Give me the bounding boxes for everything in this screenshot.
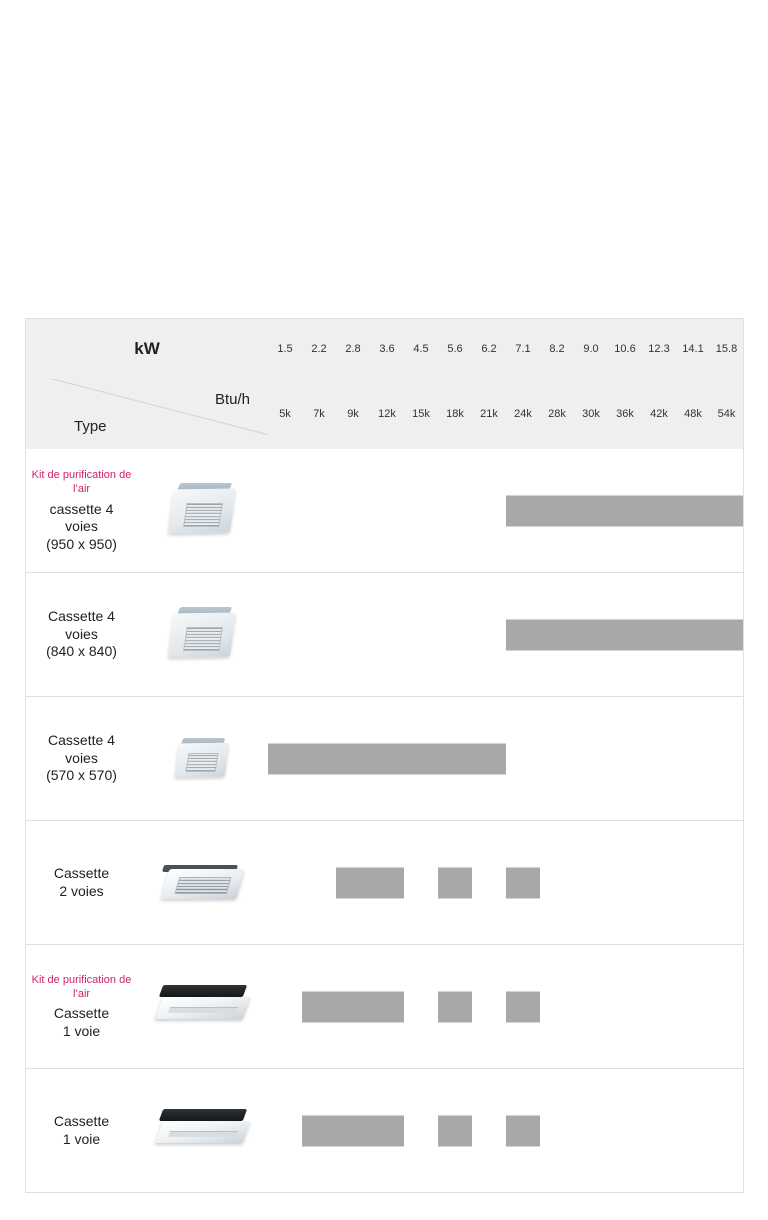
capacity-cell	[642, 697, 676, 821]
product-image-cell	[137, 1069, 268, 1193]
capacity-cell	[336, 697, 370, 821]
table-row	[26, 573, 743, 697]
capacity-bar-segment	[302, 1115, 337, 1146]
kw-value-header: 15.8	[710, 319, 743, 379]
btu-value-header: 24k	[506, 379, 540, 449]
capacity-cell	[676, 1069, 710, 1193]
product-name-cell	[26, 449, 137, 573]
capacity-bar-segment	[539, 619, 575, 650]
capacity-cell	[574, 697, 608, 821]
product-name-line: 2 voies	[59, 882, 104, 899]
kw-header-label: kW	[26, 319, 268, 379]
capacity-cell	[370, 697, 404, 821]
capacity-cell	[608, 821, 642, 945]
btu-value-header: 42k	[642, 379, 676, 449]
capacity-cell	[506, 821, 540, 945]
capacity-cell	[302, 1069, 336, 1193]
capacity-cell	[404, 821, 438, 945]
product-name-cell	[26, 1069, 137, 1193]
kw-value-header: 14.1	[676, 319, 710, 379]
capacity-bar-segment	[539, 495, 575, 526]
capacity-cell	[574, 945, 608, 1069]
capacity-cell	[710, 697, 743, 821]
capacity-cell	[336, 573, 370, 697]
product-name-line: (570 x 570)	[46, 767, 117, 784]
capacity-cell	[438, 449, 472, 573]
type-btuh-header	[26, 379, 268, 449]
btu-value-header: 28k	[540, 379, 574, 449]
capacity-cell	[642, 1069, 676, 1193]
capacity-cell	[710, 573, 743, 697]
product-name-line: cassette 4	[49, 500, 114, 517]
product-name-line: Cassette	[53, 1113, 110, 1129]
capacity-bar-segment	[369, 743, 405, 774]
capacity-bar-segment	[607, 495, 643, 526]
diagonal-divider	[26, 379, 268, 449]
kw-value-header: 10.6	[608, 319, 642, 379]
capacity-cell	[574, 573, 608, 697]
capacity-bar-segment	[506, 991, 540, 1022]
cassette-4-way-small-icon	[153, 723, 253, 795]
table-row	[26, 697, 743, 821]
capacity-cell	[506, 697, 540, 821]
kw-value-header: 4.5	[404, 319, 438, 379]
capacity-cell	[268, 945, 302, 1069]
cassette-1-way-icon	[153, 971, 253, 1043]
capacity-cell	[506, 945, 540, 1069]
cassette-4-way-icon	[153, 599, 253, 671]
btu-value-header: 18k	[438, 379, 472, 449]
capacity-bar-segment	[336, 867, 371, 898]
capacity-cell	[302, 821, 336, 945]
capacity-bar-segment	[709, 495, 743, 526]
kw-value-header: 3.6	[370, 319, 404, 379]
capacity-cell	[642, 821, 676, 945]
capacity-bar-segment	[301, 743, 337, 774]
capacity-cell	[336, 449, 370, 573]
table-row	[26, 1069, 743, 1193]
capacity-cell	[574, 821, 608, 945]
capacity-cell	[370, 821, 404, 945]
capacity-cell	[676, 573, 710, 697]
product-name-line: 1 voie	[62, 1022, 101, 1039]
capacity-bar-segment	[335, 1115, 371, 1146]
capacity-cell	[472, 573, 506, 697]
capacity-cell	[472, 945, 506, 1069]
capacity-cell	[540, 945, 574, 1069]
capacity-cell	[710, 945, 743, 1069]
capacity-cell	[438, 945, 472, 1069]
product-name-line: voies	[65, 749, 98, 766]
type-header-label: Type	[74, 418, 107, 435]
capacity-bar-segment	[641, 495, 677, 526]
btu-value-header: 30k	[574, 379, 608, 449]
product-name-line: Cassette	[53, 865, 110, 881]
table-row	[26, 821, 743, 945]
product-name-cell	[26, 945, 137, 1069]
product-image-cell	[137, 697, 268, 821]
product-name-line: voies	[65, 518, 98, 535]
capacity-cell	[608, 945, 642, 1069]
capacity-bar-segment	[302, 991, 337, 1022]
product-image-cell	[137, 945, 268, 1069]
capacity-cell	[404, 945, 438, 1069]
capacity-cell	[642, 573, 676, 697]
capacity-bar-segment	[506, 867, 540, 898]
capacity-bar-segment	[438, 867, 472, 898]
product-name-line: Cassette	[53, 1005, 110, 1022]
capacity-cell	[676, 945, 710, 1069]
capacity-cell	[302, 573, 336, 697]
product-name-line: (950 x 950)	[46, 535, 117, 552]
capacity-cell	[438, 697, 472, 821]
air-purification-kit-label: Kit de purification de l’air	[31, 973, 132, 1000]
capacity-bar-segment	[709, 619, 743, 650]
capacity-cell	[540, 697, 574, 821]
air-purification-kit-label: Kit de purification de l’air	[31, 468, 132, 496]
capacity-bar-segment	[335, 991, 371, 1022]
capacity-cell	[608, 697, 642, 821]
capacity-bar-segment	[369, 1115, 404, 1146]
capacity-cell	[336, 821, 370, 945]
capacity-cell	[676, 697, 710, 821]
capacity-cell	[302, 945, 336, 1069]
product-capacity-table	[25, 318, 744, 1193]
kw-value-header: 12.3	[642, 319, 676, 379]
capacity-cell	[404, 573, 438, 697]
kw-value-header: 2.2	[302, 319, 336, 379]
capacity-cell	[438, 1069, 472, 1193]
product-name-cell	[26, 821, 137, 945]
capacity-cell	[472, 1069, 506, 1193]
kw-value-header: 1.5	[268, 319, 302, 379]
capacity-bar-segment	[506, 1115, 540, 1146]
capacity-cell	[404, 449, 438, 573]
product-image-cell	[137, 449, 268, 573]
capacity-cell	[472, 821, 506, 945]
capacity-cell	[438, 573, 472, 697]
product-name-cell	[26, 697, 137, 821]
cassette-4-way-icon	[153, 475, 253, 547]
capacity-cell	[336, 1069, 370, 1193]
capacity-bar-segment	[403, 743, 439, 774]
capacity-bar-segment	[607, 619, 643, 650]
capacity-cell	[268, 821, 302, 945]
table-row	[26, 945, 743, 1069]
capacity-cell	[268, 697, 302, 821]
btuh-header-label: Btu/h	[214, 391, 250, 408]
capacity-bar-segment	[506, 495, 541, 526]
capacity-cell	[302, 697, 336, 821]
btu-value-header: 12k	[370, 379, 404, 449]
kw-value-header: 2.8	[336, 319, 370, 379]
kw-value-header: 5.6	[438, 319, 472, 379]
capacity-cell	[506, 573, 540, 697]
capacity-cell	[608, 1069, 642, 1193]
cassette-2-way-icon	[153, 847, 253, 919]
btu-value-header: 54k	[710, 379, 743, 449]
capacity-bar-segment	[573, 495, 609, 526]
product-name-line: Cassette 4	[48, 608, 115, 625]
capacity-cell	[540, 1069, 574, 1193]
product-name-line: 1 voie	[62, 1130, 101, 1147]
btu-value-header: 21k	[472, 379, 506, 449]
header-row-btuh	[26, 379, 743, 449]
capacity-bar-segment	[471, 743, 506, 774]
capacity-cell	[642, 945, 676, 1069]
capacity-cell	[710, 449, 743, 573]
product-name-line: (840 x 840)	[46, 643, 117, 660]
table-row	[26, 449, 743, 573]
product-name-line: Cassette 4	[48, 732, 115, 749]
product-name-line: voies	[65, 625, 98, 642]
capacity-bar-segment	[268, 743, 303, 774]
product-name-cell	[26, 573, 137, 697]
capacity-cell	[438, 821, 472, 945]
capacity-bar-segment	[641, 619, 677, 650]
kw-value-header: 6.2	[472, 319, 506, 379]
capacity-bar-segment	[438, 991, 472, 1022]
capacity-cell	[710, 821, 743, 945]
capacity-bar-segment	[573, 619, 609, 650]
capacity-bar-segment	[675, 495, 711, 526]
capacity-cell	[574, 449, 608, 573]
capacity-cell	[676, 449, 710, 573]
capacity-cell	[268, 449, 302, 573]
capacity-cell	[404, 1069, 438, 1193]
capacity-bar-segment	[369, 867, 404, 898]
capacity-cell	[540, 449, 574, 573]
capacity-cell	[302, 449, 336, 573]
capacity-cell	[506, 449, 540, 573]
product-image-cell	[137, 573, 268, 697]
capacity-cell	[370, 945, 404, 1069]
capacity-cell	[608, 449, 642, 573]
cassette-1-way-icon	[153, 1095, 253, 1167]
capacity-cell	[370, 573, 404, 697]
capacity-cell	[336, 945, 370, 1069]
capacity-cell	[710, 1069, 743, 1193]
capacity-cell	[506, 1069, 540, 1193]
capacity-bar-segment	[369, 991, 404, 1022]
btu-value-header: 48k	[676, 379, 710, 449]
capacity-cell	[642, 449, 676, 573]
capacity-cell	[540, 821, 574, 945]
capacity-cell	[268, 1069, 302, 1193]
capacity-matrix	[26, 319, 743, 1192]
capacity-cell	[472, 697, 506, 821]
capacity-cell	[574, 1069, 608, 1193]
capacity-cell	[370, 1069, 404, 1193]
capacity-bar-segment	[675, 619, 711, 650]
btu-value-header: 36k	[608, 379, 642, 449]
capacity-cell	[370, 449, 404, 573]
capacity-cell	[268, 573, 302, 697]
capacity-cell	[472, 449, 506, 573]
kw-value-header: 8.2	[540, 319, 574, 379]
capacity-cell	[404, 697, 438, 821]
btu-value-header: 5k	[268, 379, 302, 449]
header-row-kw	[26, 319, 743, 379]
capacity-bar-segment	[506, 619, 541, 650]
capacity-bar-segment	[437, 743, 473, 774]
kw-value-header: 7.1	[506, 319, 540, 379]
capacity-cell	[676, 821, 710, 945]
capacity-bar-segment	[438, 1115, 472, 1146]
capacity-cell	[608, 573, 642, 697]
kw-value-header: 9.0	[574, 319, 608, 379]
btu-value-header: 9k	[336, 379, 370, 449]
capacity-cell	[540, 573, 574, 697]
capacity-bar-segment	[335, 743, 371, 774]
btu-value-header: 15k	[404, 379, 438, 449]
btu-value-header: 7k	[302, 379, 336, 449]
product-image-cell	[137, 821, 268, 945]
